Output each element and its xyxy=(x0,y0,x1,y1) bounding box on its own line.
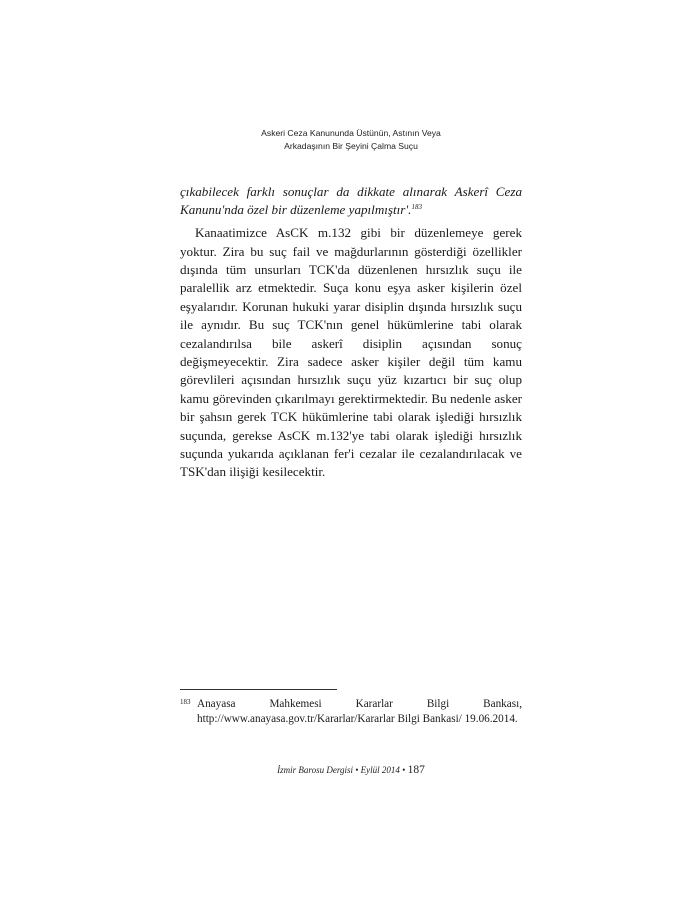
header-line-1: Askeri Ceza Kanununda Üstünün, Astının Veya xyxy=(261,128,441,138)
italic-quote xyxy=(180,183,522,218)
italic-quote-text: çıkabilecek farklı sonuçlar da dikkate alınarak Askerî Ceza Kanunu'nda özel bir düzenleme yapılmıştır'. xyxy=(180,184,522,217)
running-footer xyxy=(180,764,522,776)
footnote-number: 183 xyxy=(180,698,191,706)
journal-name: İzmir Barosu Dergisi • Eylül 2014 • xyxy=(277,765,406,775)
page-number: 187 xyxy=(407,764,425,776)
body-text xyxy=(180,183,522,482)
footnote-reference[interactable]: 183 xyxy=(411,202,422,211)
main-paragraph: Kanaatimizce AsCK m.132 gibi bir düzenlemeye gerek yoktur. Zira bu suç fail ve mağdurlarının gösterdiği özellikler dışında tüm unsurları TCK'da düzenlenen hırsızlık suçu ile paralellik arz etmektedir. Suça konu eşya asker kişilerin özel eşyalarıdır. Korunan hukuki yarar disiplin dışında hırsızlık suçu ile aynıdır. Bu suç TCK'nın genel hükümlerine tabi olarak cezalandırılsa bile askerî disiplin açısından sonuç değişmeyecektir. Zira sadece asker kişiler değil tüm kamu görevlileri açısından hırsızlık suçu yüz kızartıcı bir suç olup kamu görevinden çıkarılmayı gerektirmektedir. Bu nedenle asker bir şahsın gerek TCK hükümlerine tabi olarak işlediği hırsızlık suçunda, gerekse AsCK m.132'ye tabi olarak işlediği hırsızlık suçunda yukarıda açıklanan fer'i cezalar ile cezalandırılacak ve TSK'dan ilişiği kesilecektir. xyxy=(180,225,522,480)
footnote-text: Anayasa Mahkemesi Kararlar Bilgi Bankası, http://www.anayasa.gov.tr/Kararlar/Kararlar Bilgi Bankasi/ 19.06.2014. xyxy=(197,698,522,725)
footnote-divider xyxy=(180,689,337,690)
running-header xyxy=(180,127,522,153)
header-line-2: Arkadaşının Bir Şeyini Çalma Suçu xyxy=(284,141,418,151)
footnote xyxy=(180,697,522,727)
